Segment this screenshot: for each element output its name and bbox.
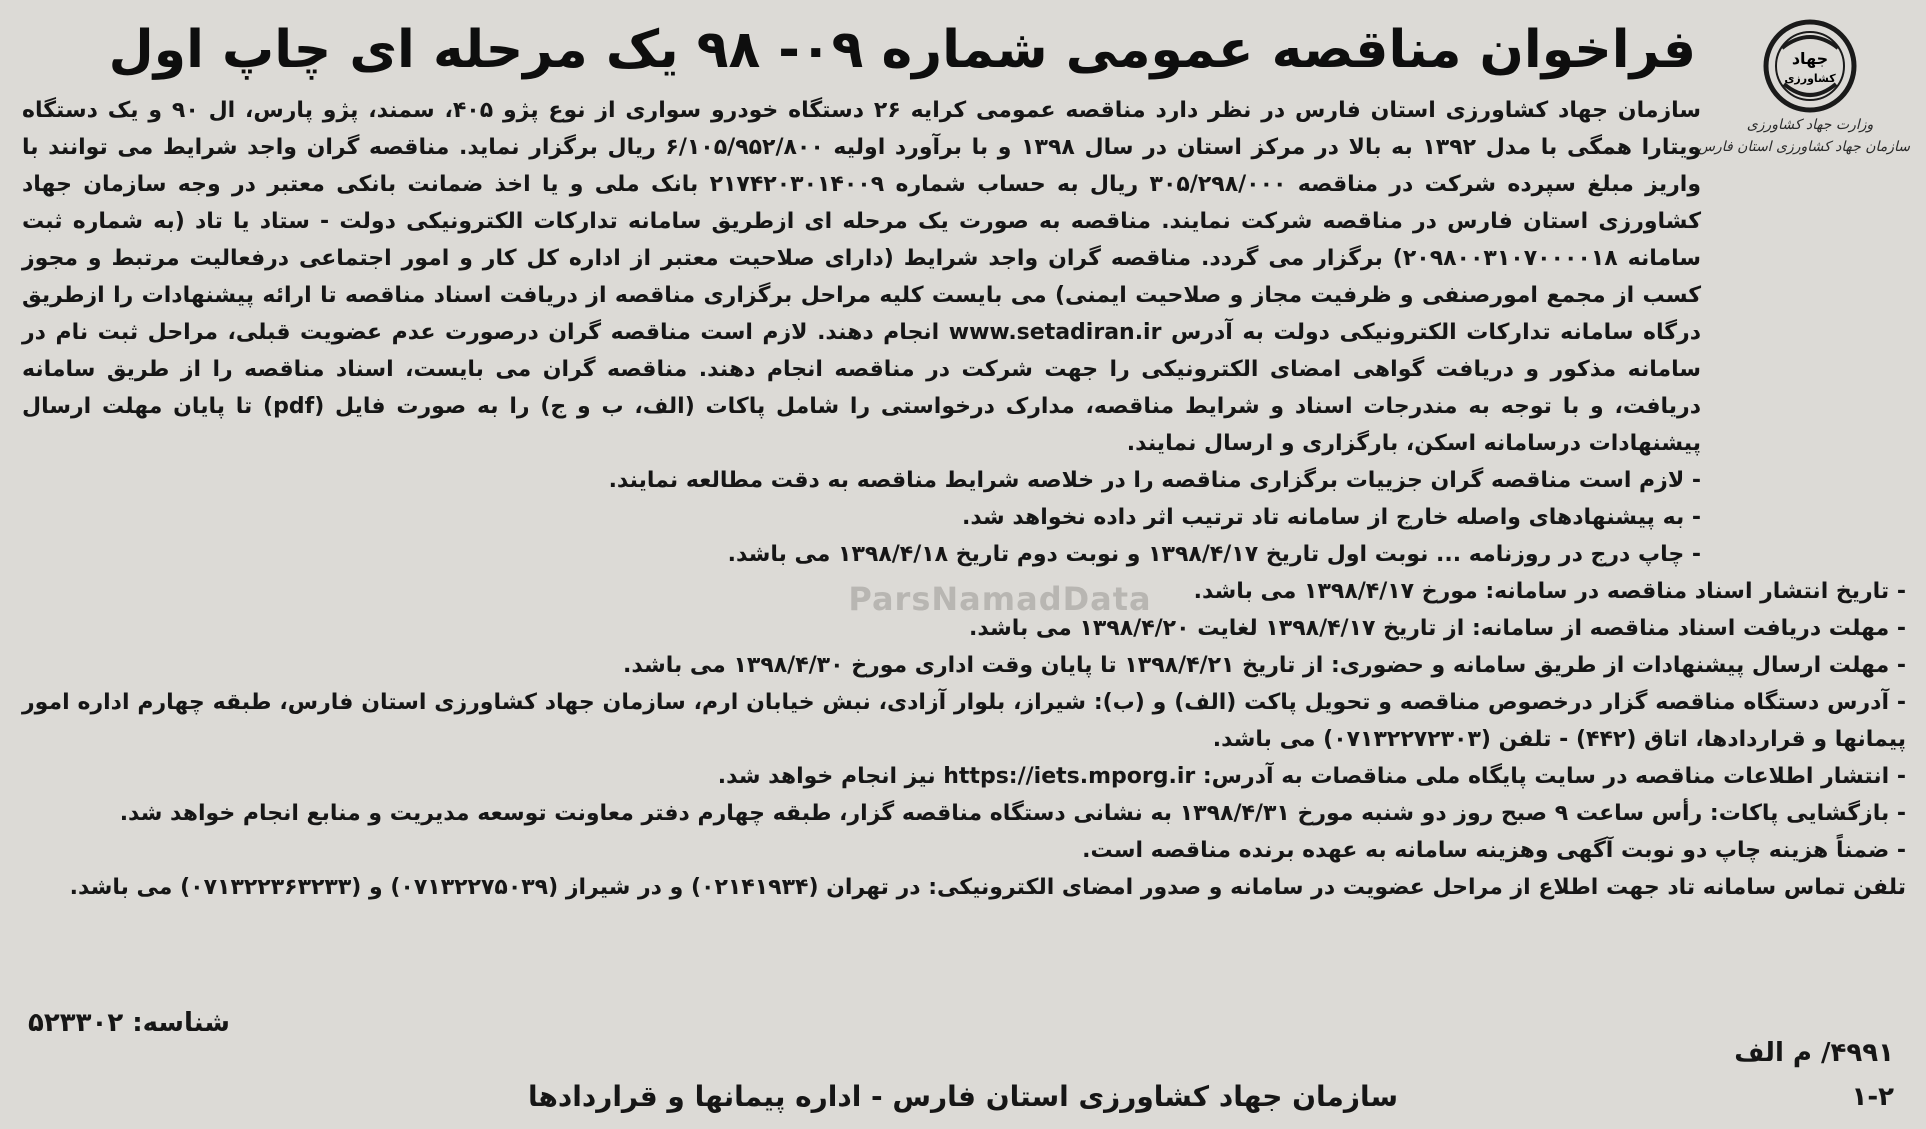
item-read-conditions: - لازم است مناقصه گران جزییات برگزاری مناقصه را در خلاصه شرایط مناقصه به دقت مطالعه نمایند. <box>608 468 1701 493</box>
item-address-label: - آدرس دستگاه مناقصه گزار درخصوص مناقصه و تحویل پاکت (الف) و (ب): <box>1093 690 1906 715</box>
notice-id <box>28 1000 230 1046</box>
item-documents-deadline-value: از تاریخ ۱۳۹۸/۴/۱۷ لغایت ۱۳۹۸/۴/۲۰ می باشد. <box>969 616 1472 641</box>
item-address-value: شیراز، بلوار آزادی، نبش خیابان ارم، سازمان جهاد کشاورزی استان فارس، طبقه چهارم اداره امور پیمانها و قراردادها، اتاق (۴۴۲) - تلفن (۰۷۱۳۲۲۷۲۳۰۳) می باشد. <box>22 690 1906 752</box>
notice-title: فراخوان مناقصه عمومی شماره ۰۹- ۹۸ یک مرحله ای چاپ اول <box>108 20 1696 80</box>
intro-paragraph: سازمان جهاد کشاورزی استان فارس در نظر دارد مناقصه عمومی کرایه ۲۶ دستگاه خودرو سواری از نوع پژو ۴۰۵، سمند، پژو پارس، ال ۹۰ و یک دستگاه ویتارا همگی با مدل ۱۳۹۲ به بالا در مرکز استان در سال ۱۳۹۸ و با برآورد اولیه ۶/۱۰۵/۹۵۲/۸۰۰ ریال برگزار نماید. مناقصه گران واجد شرایط می توانند با واریز مبلغ سپرده شرکت در مناقصه ۳۰۵/۲۹۸/۰۰۰ ریال به حساب شماره ۲۱۷۴۲۰۳۰۱۴۰۰۹ بانک ملی و یا اخذ ضمانت بانکی معتبر در وجه سازمان جهاد کشاورزی استان فارس در مناقصه شرکت نمایند. مناقصه به صورت یک مرحله ای ازطریق سامانه تدارکات الکترونیکی دولت - ستاد یا تاد (به شماره ثبت سامانه ۲۰۹۸۰۰۳۱۰۷۰۰۰۰۱۸) برگزار می گردد. مناقصه گران واجد شرایط (دارای صلاحیت معتبر از اداره کل کار و امور اجتماعی درفعالیت مرتبط و مجوز کسب از مجمع امورصنفی و ظرفیت مجاز و صلاحیت ایمنی) می بایست کلیه مراحل برگزاری مناقصه از دریافت اسناد مناقصه تا ارائه پیشنهادات را ازطریق درگاه سامانه تدارکات الکترونیکی دولت به آدرس www.setadiran.ir انجام دهند. لازم است مناقصه گران درصورت عدم عضویت قبلی، مراحل ثبت نام در سامانه مذکور و دریافت گواهی امضای الکترونیکی را جهت شرکت در مناقصه انجام دهند. مناقصه گران می بایست، اسناد مناقصه را از طریق سامانه دریافت، و با توجه به مندرجات اسناد و شرایط مناقصه، مدارک درخواستی را شامل پاکات (الف، ب و ج) را به صورت فایل (pdf) تا پایان مهلت ارسال پیشنهادات درسامانه اسکن، بارگزاری و ارسال نمایند. <box>22 98 1702 456</box>
notice-id-label: شناسه: ۵۲۳۳۰۲ <box>28 1008 230 1038</box>
logo-text-top: جهاد <box>1791 49 1829 68</box>
issuing-organization: سازمان جهاد کشاورزی استان فارس - اداره پیمانها و قراردادها <box>527 1080 1399 1113</box>
item-bids-deadline <box>22 647 1906 684</box>
item-address <box>22 684 1906 758</box>
item-bids-deadline-label: - مهلت ارسال پیشنهادات از طریق سامانه و حضوری: <box>1330 653 1906 678</box>
item-opening <box>22 795 1906 832</box>
contact-phones: تلفن تماس سامانه تاد جهت اطلاع از مراحل عضویت در سامانه و صدور امضای الکترونیکی: در تهران (۰۲۱۴۱۹۳۴) و در شیراز (۰۷۱۳۲۲۷۵۰۳۹) و (۰۷۱۳۲۲۳۶۳۲۳۳) می باشد. <box>69 875 1906 900</box>
item-bids-deadline-value: از تاریخ ۱۳۹۸/۴/۲۱ تا پایان وقت اداری مورخ ۱۳۹۸/۴/۳۰ می باشد. <box>623 653 1331 678</box>
item-documents-publish-value: مورخ ۱۳۹۸/۴/۱۷ می باشد. <box>1193 579 1486 604</box>
item-outside-bids: - به پیشنهادهای واصله خارج از سامانه تاد ترتیب اثر داده نخواهد شد. <box>961 505 1701 530</box>
item-national-portal: - انتشار اطلاعات مناقصه در سایت پایگاه ملی مناقصات به آدرس: https://iets.mporg.ir نیز انجام خواهد شد. <box>717 764 1906 789</box>
item-costs: - ضمناً هزینه چاپ دو نوبت آگهی وهزینه سامانه به عهده برنده مناقصه است. <box>1082 838 1906 863</box>
reference-page: ۱-۲ <box>1851 1082 1894 1112</box>
reference-number: ۴۹۹۱/ م الف <box>1734 1038 1894 1068</box>
logo <box>1697 18 1910 188</box>
logo-text-bottom: کشاورزی <box>1784 72 1836 85</box>
logo-caption-ministry: وزارت جهاد کشاورزی <box>1746 117 1874 133</box>
item-documents-publish-label: - تاریخ انتشار اسناد مناقصه در سامانه: <box>1485 579 1906 604</box>
jahad-emblem-icon <box>1762 18 1858 114</box>
item-opening-value: رأس ساعت ۹ صبح روز دو شنبه مورخ ۱۳۹۸/۴/۳۱ به نشانی دستگاه مناقصه گزار، طبقه چهارم دفتر معاونت توسعه مدیریت و منابع انجام خواهد شد. <box>119 801 1710 826</box>
watermark: ParsNamadData <box>848 580 1152 618</box>
item-opening-label: - بازگشایی پاکات: <box>1709 801 1906 826</box>
item-publication-dates: - چاپ درج در روزنامه ... نوبت اول تاریخ ۱۳۹۸/۴/۱۷ و نوبت دوم تاریخ ۱۳۹۸/۴/۱۸ می باشد. <box>727 542 1701 567</box>
logo-caption-organization: سازمان جهاد کشاورزی استان فارس <box>1697 139 1910 155</box>
item-documents-deadline-label: - مهلت دریافت اسناد مناقصه از سامانه: <box>1471 616 1906 641</box>
